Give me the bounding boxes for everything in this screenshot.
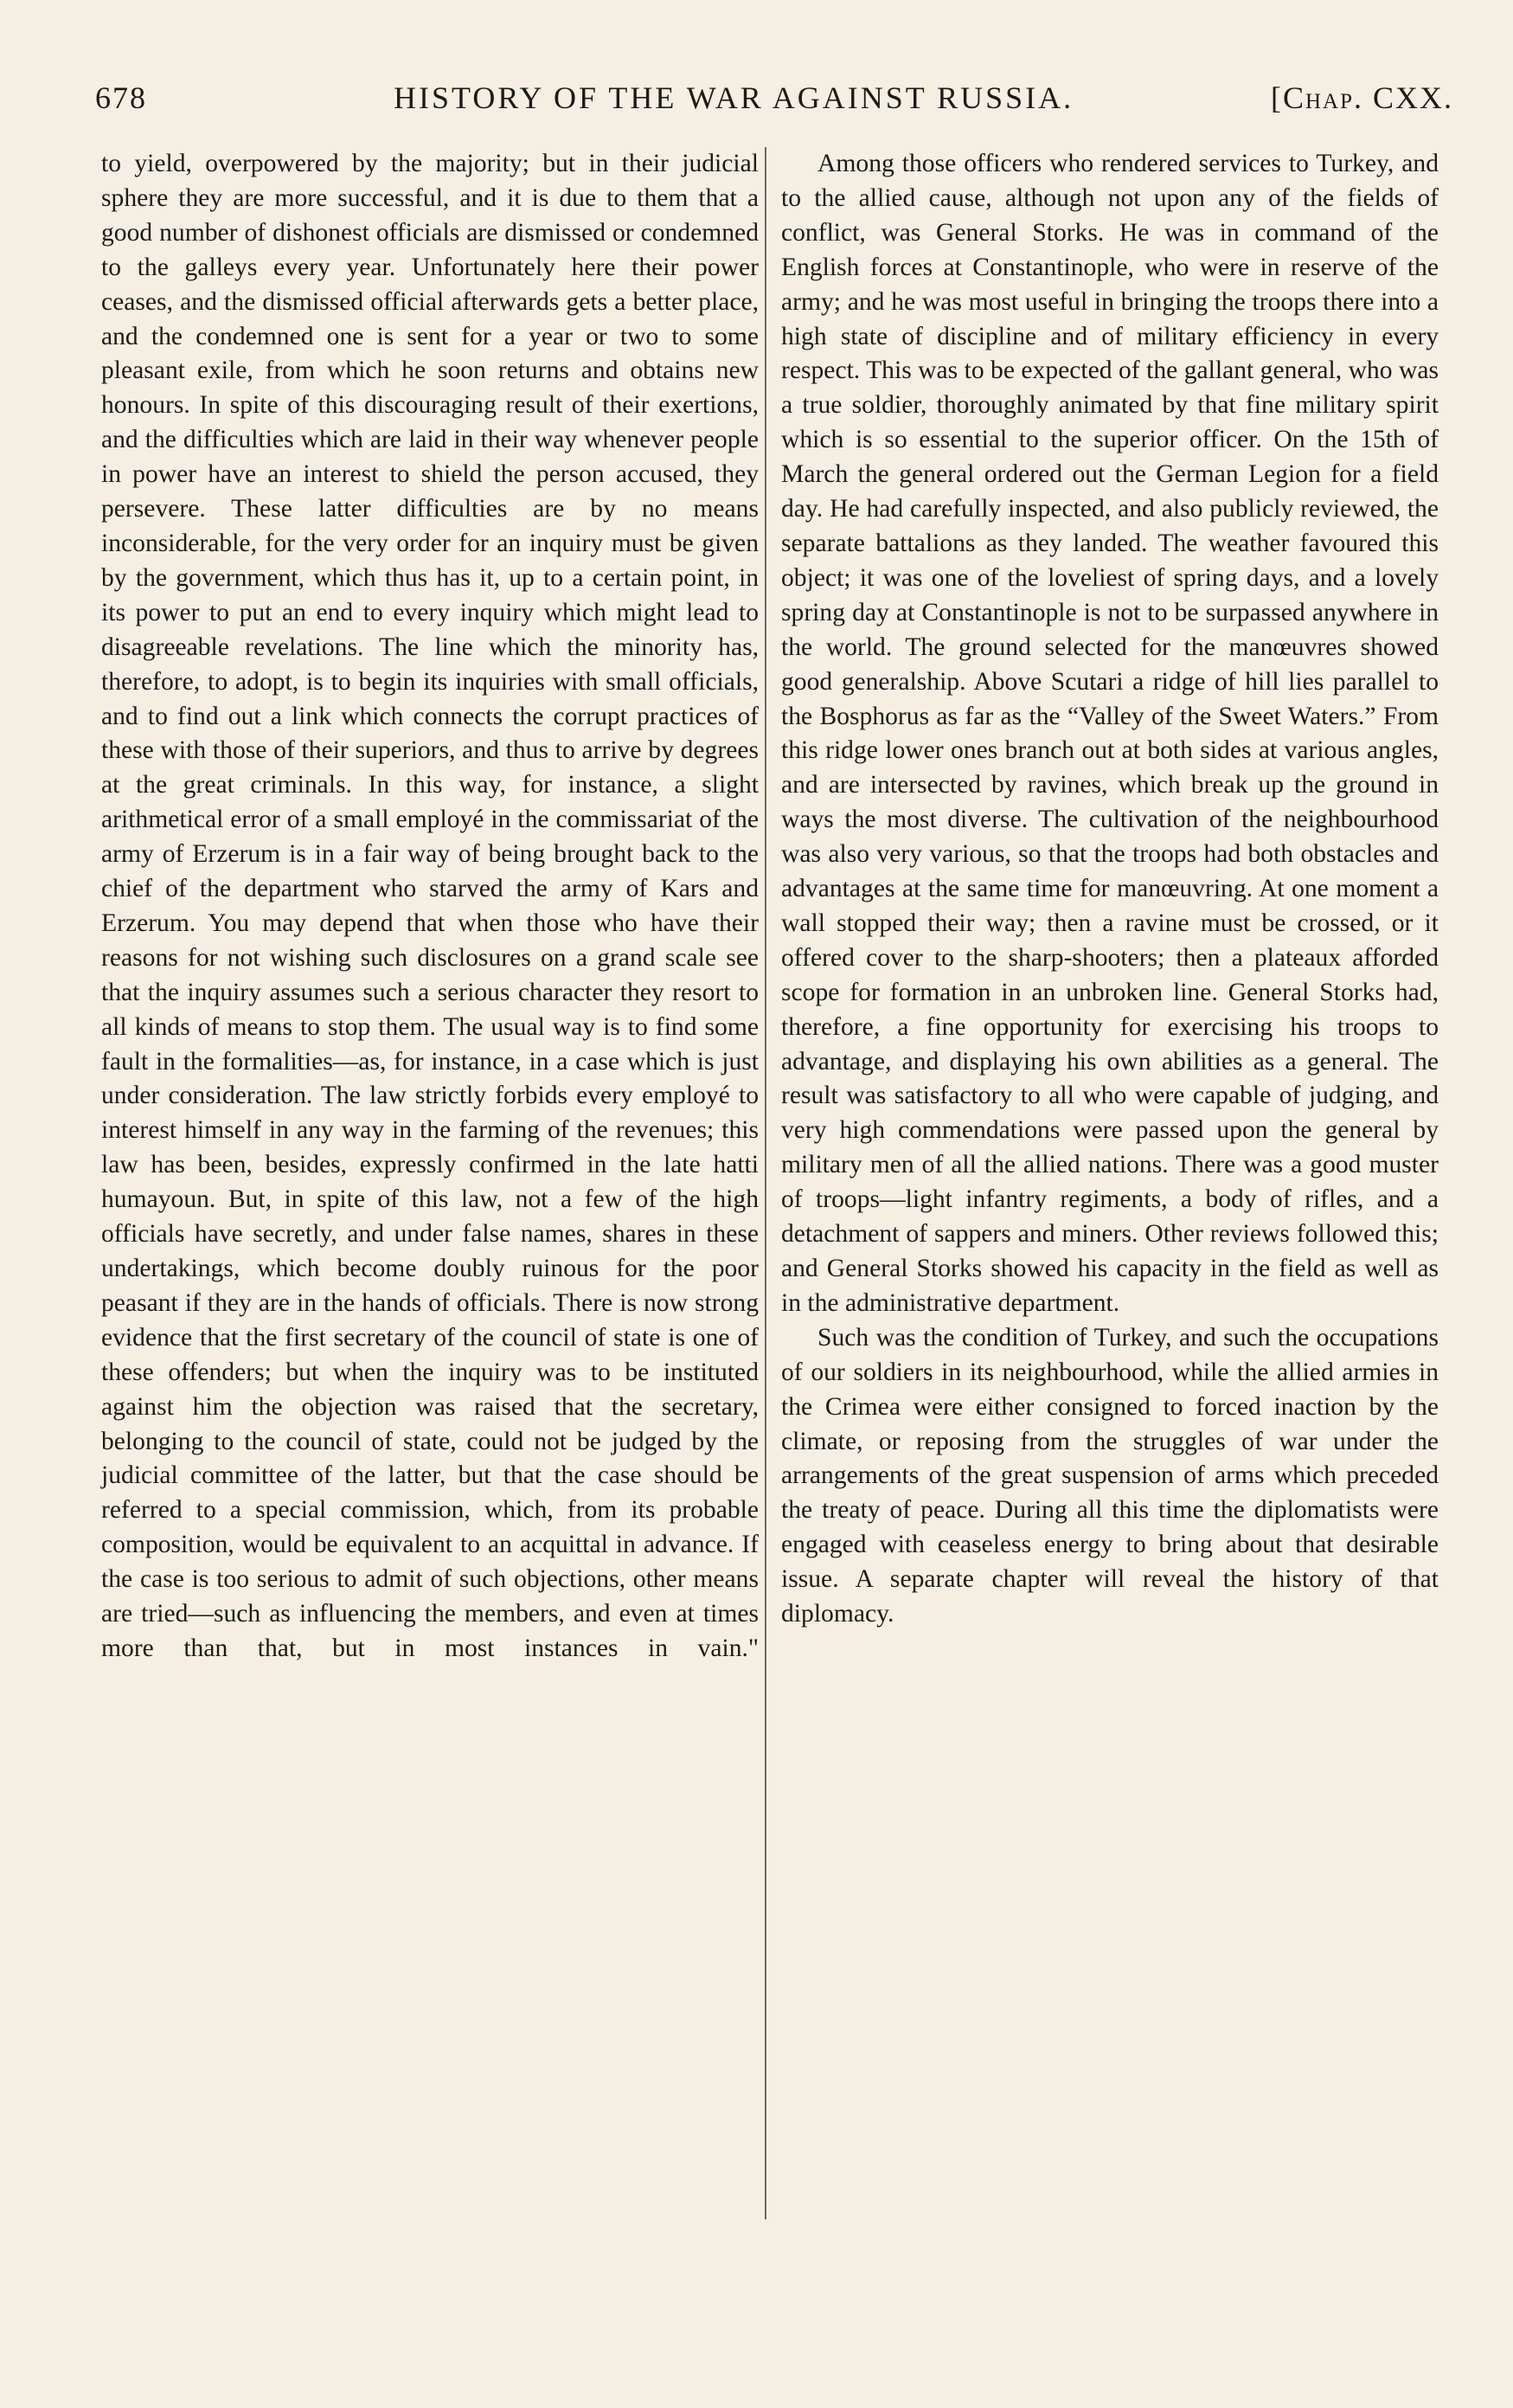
chapter-reference: [Chap. CXX.: [1270, 80, 1453, 115]
page-number: 678: [95, 80, 147, 115]
right-column: [781, 147, 1439, 1666]
left-column: [101, 147, 759, 1701]
left-paragraph: to yield, overpowered by the majority; but in their judicial sphere they are more successful, and it is due to them that a good number of dishonest officials are dismissed or condemned to the galleys every year. Unfortunately here their power ceases, and the dismissed official afterwards gets a better place, and the condemned one is sent for a year or two to some pleasant exile, from which he soon returns and obtains new honours. In spite of this discouraging result of their exertions, and the difficulties which are laid in their way whenever people in power have an interest to shield the person accused, they persevere. These latter difficulties are by no means inconsiderable, for the very order for an inquiry must be given by the government, which thus has it, up to a certain point, in its power to put an end to every inquiry which might lead to disagreeable revelations. The line which the minority has, therefore, to adopt, is to begin its inquiries with small officials, and to find out a link which connects the corrupt practices of these with those of their superiors, and thus to arrive by degrees at the great criminals. In this way, for instance, a slight arithmetical error of a small employé in the commissariat of the army of Erzerum is in a fair way of being brought back to the chief of the department who starved the army of Kars and Erzerum. You may depend that when those who have their reasons for not wishing such disclosures on a grand scale see that the inquiry assumes such a serious character they resort to all kinds of means to stop them. The usual way is to find some fault in the formalities—as, for instance, in a case which is just under consideration. The law strictly forbids every employé to interest himself in any way in the farming of the revenues; this law has been, besides, expressly confirmed in the late hatti humayoun. But, in spite of this law, not a few of the high officials have secretly, and under false names, shares in these undertakings, which become doubly ruinous for the poor peasant if they are in the hands of officials. There is now strong evidence that the first secretary of the council of state is one of these offenders; but when the inquiry was to be instituted against him the objection was raised that the secretary, belonging to the council of state, could not be judged by the judicial committee of the latter, but that the case should be referred to a special commission, which, from its probable composition, would be equivalent to an acquittal in advance. If the case is too serious to admit of such objections, other means are tried—such as influencing the members, and even at times more than that, but in most instances in vain.": [101, 150, 759, 1662]
right-paragraph-2: Such was the condition of Turkey, and such the occupations of our soldiers in its neighbourhood, while the allied armies in the Crimea were either consigned to forced inaction by the climate, or reposing from the struggles of war under the arrangements of the great suspension of arms which preceded the treaty of peace. During all this time the diplomatists were engaged with ceaseless energy to bring about that desirable issue. A separate chapter will reveal the history of that diplomacy.: [781, 1323, 1439, 1628]
right-paragraph-1: Among those officers who rendered services to Turkey, and to the allied cause, although not upon any of the fields of conflict, was General Storks. He was in command of the English forces at Constantinople, who were in reserve of the army; and he was most useful in bringing the troops there into a high state of discipline and of military efficiency in every respect. This was to be expected of the gallant general, who was a true soldier, thoroughly animated by that fine military spirit which is so essential to the superior officer. On the 15th of March the general ordered out the German Legion for a field day. He had carefully inspected, and also publicly reviewed, the separate battalions as they landed. The weather favoured this object; it was one of the loveliest of spring days, and a lovely spring day at Constantinople is not to be surpassed anywhere in the world. The ground selected for the manœuvres showed good generalship. Above Scutari a ridge of hill lies parallel to the Bosphorus as far as the “Valley of the Sweet Waters.” From this ridge lower ones branch out at both sides at various angles, and are intersected by ravines, which break up the ground in ways the most diverse. The cultivation of the neighbourhood was also very various, so that the troops had both obstacles and advantages at the same time for manœuvring. At one moment a wall stopped their way; then a ravine must be crossed, or it offered cover to the sharp-shooters; then a plateaux afforded scope for formation in an unbroken line. General Storks had, therefore, a fine opportunity for exercising his troops to advantage, and displaying his own abilities as a general. The result was satisfactory to all who were capable of judging, and very high commendations were passed upon the general by military men of all the allied nations. There was a good muster of troops—light infantry regiments, a body of rifles, and a detachment of sappers and miners. Other reviews followed this; and General Storks showed his capacity in the field as well as in the administrative department.: [781, 150, 1439, 1317]
column-divider: [765, 147, 766, 2219]
page-header: [95, 80, 1453, 123]
running-title: HISTORY OF THE WAR AGAINST RUSSIA.: [394, 80, 1074, 115]
